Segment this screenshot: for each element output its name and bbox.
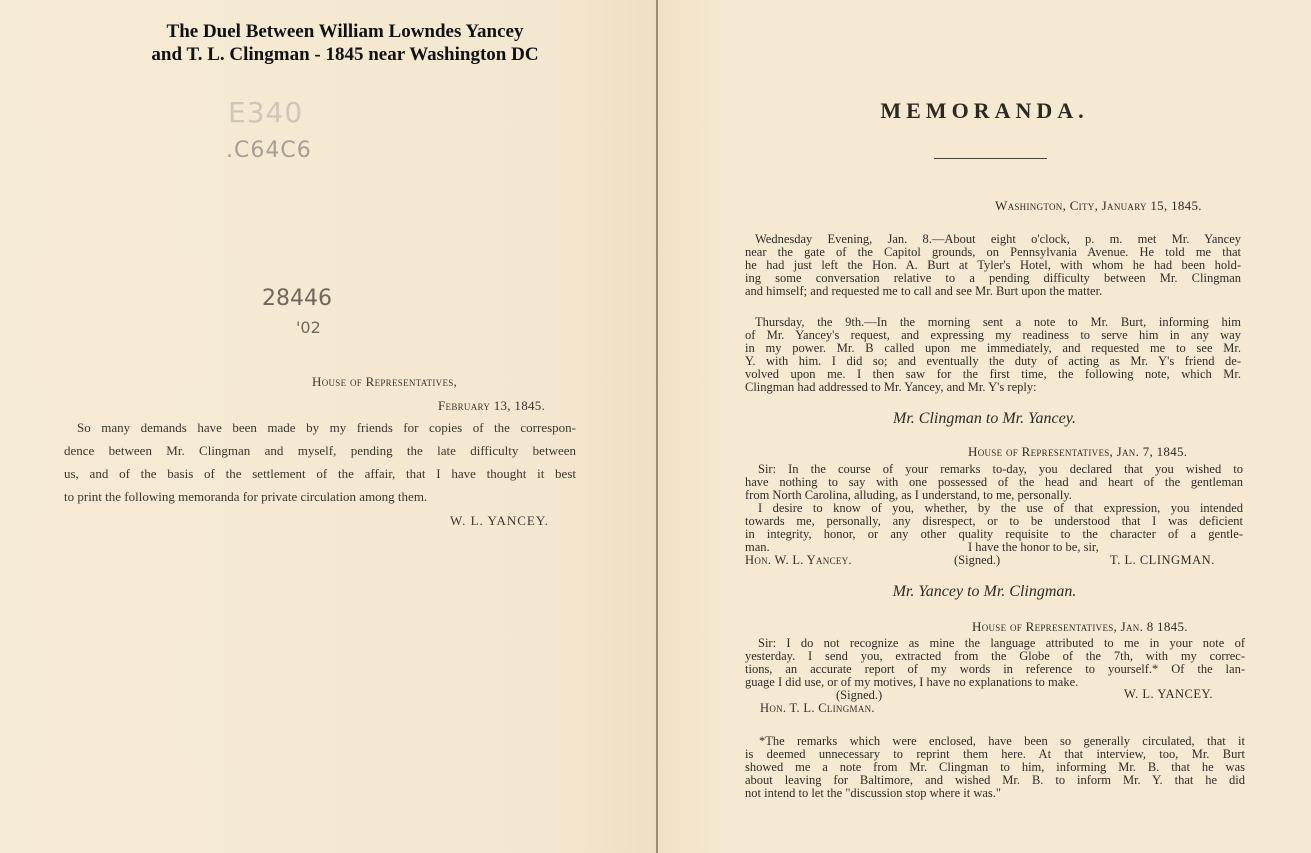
letter1-signature: T. L. CLINGMAN. bbox=[1110, 553, 1215, 567]
para1-line-1: Wednesday Evening, Jan. 8.—About eight o'clock, p. m. met Mr. Yancey bbox=[755, 232, 1241, 246]
letter2-signature: W. L. YANCEY. bbox=[1124, 687, 1214, 701]
accession-number-line-2: '02 bbox=[296, 318, 321, 337]
letter1-last-word: man. bbox=[745, 540, 770, 554]
para2-line-3: in my power. Mr. B called upon me immediately, and requested me to see Mr. bbox=[745, 340, 1241, 355]
letter2-body bbox=[745, 637, 1245, 689]
letter2-line-2: yesterday. I send you, extracted from the Globe of the 7th, with my correc- bbox=[745, 648, 1245, 663]
call-number-line-1: E340 bbox=[228, 96, 304, 129]
letter2-heading: Mr. Yancey to Mr. Clingman. bbox=[892, 583, 1077, 600]
footnote-line-5: not intend to let the "discussion stop where it was." bbox=[745, 785, 1002, 800]
footnote-line-2: is deemed unnecessary to reprint them here. At that interview, too, Mr. Burt bbox=[745, 746, 1245, 761]
memoranda-heading: MEMORANDA. bbox=[880, 98, 1089, 123]
letter2-line-3: tions, an accurate report of my words in reference to yourself.* Of the lan- bbox=[745, 661, 1245, 676]
right-page bbox=[658, 0, 1311, 853]
letter1-addressee: Hon. W. L. Yancey. bbox=[745, 553, 852, 567]
para1-line-2: near the gate of the Capitol grounds, on Pennsylvania Avenue. He told me that bbox=[745, 244, 1241, 259]
letter1-dateline: House of Representatives, Jan. 7, 1845. bbox=[968, 444, 1188, 459]
footnote bbox=[745, 735, 1245, 800]
letter1-line-1: Sir: In the course of your remarks to-day, you declared that you wished to bbox=[758, 462, 1243, 476]
memo-paragraph-1 bbox=[745, 233, 1241, 298]
footnote-line-4: about leaving for Baltimore, and wished Mr. B. to inform Mr. Y. that he did bbox=[745, 772, 1245, 787]
left-body-line-1: So many demands have been made by my friends for copies of the correspon- bbox=[77, 420, 576, 435]
accession-number-line-1: 28446 bbox=[262, 286, 332, 311]
left-body-line-3: us, and of the basis of the settlement of the affair, that I have thought it best bbox=[64, 466, 576, 481]
footnote-line-1: *The remarks which were enclosed, have been so generally circulated, that it bbox=[759, 734, 1245, 748]
para2-line-2: of Mr. Yancey's request, and expressing my readiness to serve him in any way bbox=[745, 327, 1241, 342]
letter1-closing: I have the honor to be, sir, bbox=[968, 540, 1099, 554]
memo-dateline: Washington, City, January 15, 1845. bbox=[995, 198, 1202, 213]
para2-line-6: Clingman had addressed to Mr. Yancey, and Mr. Y's reply: bbox=[745, 379, 1037, 394]
footnote-line-3: showed me a note from Mr. Clingman to him, informing Mr. B. that he was bbox=[745, 759, 1245, 774]
memo-paragraph-2 bbox=[745, 316, 1241, 393]
para1-line-4: ing some conversation relative to a pending difficulty between Mr. Clingman bbox=[745, 270, 1241, 285]
cover-title-line-1: The Duel Between William Lowndes Yancey bbox=[166, 21, 524, 42]
letter1-line-5: towards me, personally, any disrespect, or to be understood that I was deficient bbox=[745, 513, 1243, 528]
paper-tear-mark bbox=[658, 578, 662, 618]
left-dateline-line-2: February 13, 1845. bbox=[438, 398, 546, 413]
letter1-line-2: have nothing to say with one possessed of the head and heart of the gentleman bbox=[745, 474, 1243, 489]
para1-line-3: he had just left the Hon. A. Burt at Tyler's Hotel, with whom he had been hold- bbox=[745, 257, 1241, 272]
cover-title bbox=[0, 20, 656, 66]
letter1-signed: (Signed.) bbox=[954, 553, 1001, 567]
letter1-line-3: from North Carolina, alluding, as I understand, to me, personally. bbox=[745, 487, 1072, 502]
para2-line-1: Thursday, the 9th.—In the morning sent a note to Mr. Burt, informing him bbox=[755, 315, 1241, 329]
para1-line-5: and himself; and requested me to call and see Mr. Burt upon the matter. bbox=[745, 283, 1103, 298]
letter2-line-4: guage I did use, or of my motives, I have no explanations to make. bbox=[745, 674, 1079, 689]
para2-line-4: Y. with him. I did so; and eventually the duty of acting as Mr. Y's friend de- bbox=[745, 353, 1241, 368]
letter2-signed: (Signed.) bbox=[836, 688, 883, 702]
left-body-line-4: to print the following memoranda for private circulation among them. bbox=[64, 489, 428, 504]
cover-title-line-2: and T. L. Clingman - 1845 near Washington DC bbox=[151, 44, 539, 65]
para2-line-5: volved upon me. I then saw for the first time, the following note, which Mr. bbox=[745, 366, 1241, 381]
letter1-line-4: I desire to know of you, whether, by the use of that expression, you intended bbox=[758, 500, 1243, 515]
left-dateline-line-1: House of Representatives, bbox=[312, 374, 458, 389]
letter1-heading: Mr. Clingman to Mr. Yancey. bbox=[893, 410, 1076, 427]
letter2-addressee: Hon. T. L. Clingman. bbox=[760, 701, 875, 715]
left-body-text bbox=[64, 416, 576, 508]
letter2-dateline: House of Representatives, Jan. 8 1845. bbox=[972, 619, 1188, 634]
letter1-line-6: in integrity, honor, or any other quality requisite to the character of a gentle- bbox=[745, 526, 1243, 541]
left-signature: W. L. YANCEY. bbox=[450, 513, 549, 528]
left-body-line-2: dence between Mr. Clingman and myself, pending the late difficulty between bbox=[64, 443, 576, 458]
letter1-body bbox=[745, 463, 1243, 540]
letter2-line-1: Sir: I do not recognize as mine the language attributed to me in your note of bbox=[758, 636, 1245, 650]
heading-rule bbox=[934, 158, 1047, 159]
call-number-line-2: .C64C6 bbox=[226, 138, 312, 163]
